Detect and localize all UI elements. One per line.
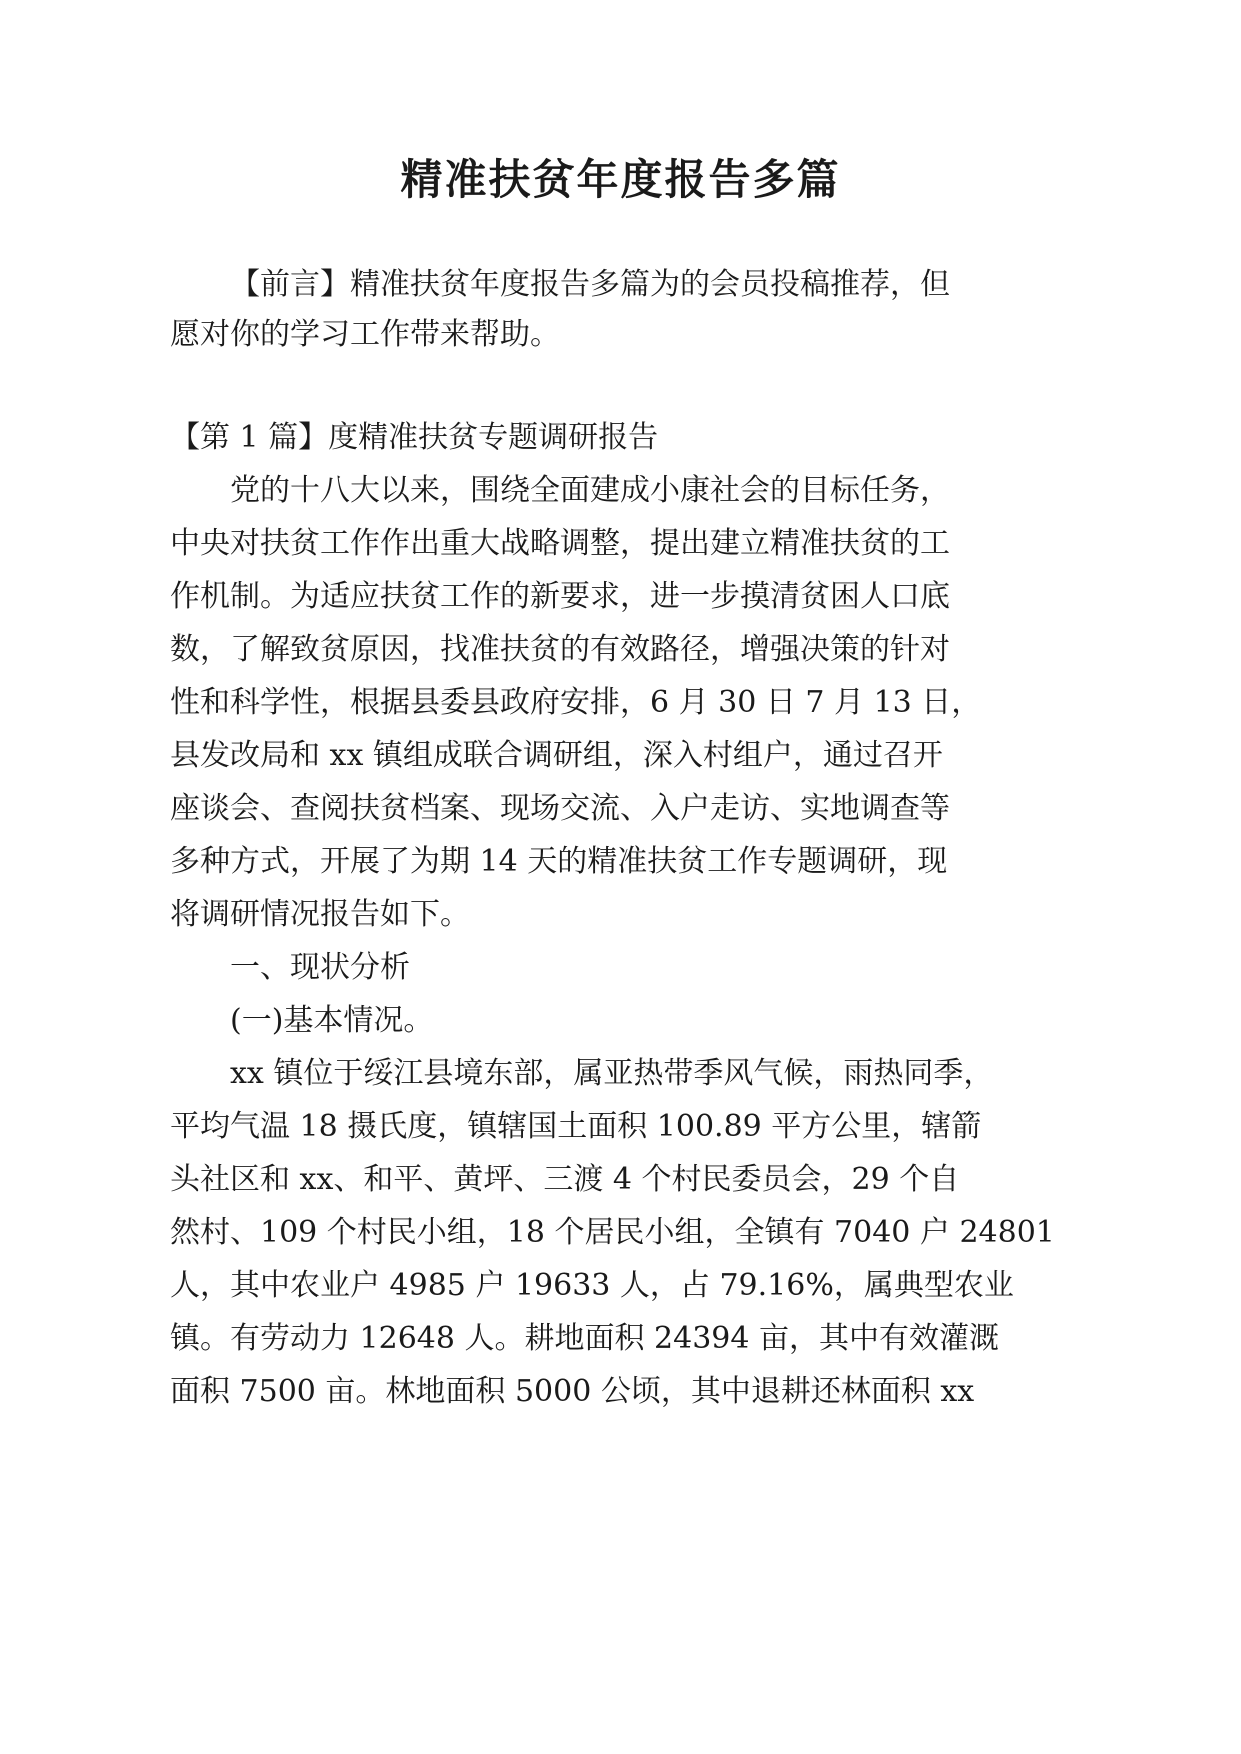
subheading: 一、现状分析 xyxy=(230,950,410,985)
paragraph-line: xx 镇位于绥江县境东部，属亚热带季风气候，雨热同季， xyxy=(230,1056,994,1091)
paragraph-line: 县发改局和 xx 镇组成联合调研组，深入村组户，通过召开 xyxy=(170,738,943,773)
preface-line: 【前言】精准扶贫年度报告多篇为的会员投稿推荐，但 xyxy=(230,267,950,302)
paragraph-line: 将调研情况报告如下。 xyxy=(170,897,470,932)
paragraph-line: 人，其中农业户 4985 户 19633 人，占 79.16%，属典型农业 xyxy=(170,1268,1014,1303)
paragraph-line: 数，了解致贫原因，找准扶贫的有效路径，增强决策的针对 xyxy=(170,632,950,667)
document-title: 精准扶贫年度报告多篇 xyxy=(400,155,841,204)
paragraph-line: 平均气温 18 摄氏度，镇辖国土面积 100.89 平方公里，辖箭 xyxy=(170,1109,982,1144)
paragraph-line: 党的十八大以来，围绕全面建成小康社会的目标任务， xyxy=(230,473,950,508)
section-heading: 【第 1 篇】度精准扶贫专题调研报告 xyxy=(170,420,659,455)
paragraph-line: 中央对扶贫工作作出重大战略调整，提出建立精准扶贫的工 xyxy=(170,526,950,561)
subheading: (一)基本情况。 xyxy=(230,1003,434,1038)
paragraph-line: 然村、109 个村民小组，18 个居民小组，全镇有 7040 户 24801 xyxy=(170,1215,1055,1250)
paragraph-line: 多种方式，开展了为期 14 天的精准扶贫工作专题调研，现 xyxy=(170,844,948,879)
paragraph-line: 性和科学性，根据县委县政府安排，6 月 30 日 7 月 13 日， xyxy=(170,685,982,720)
paragraph-line: 作机制。为适应扶贫工作的新要求，进一步摸清贫困人口底 xyxy=(170,579,950,614)
paragraph-line: 头社区和 xx、和平、黄坪、三渡 4 个村民委员会，29 个自 xyxy=(170,1162,960,1197)
paragraph-line: 座谈会、查阅扶贫档案、现场交流、入户走访、实地调查等 xyxy=(170,791,950,826)
preface-line: 愿对你的学习工作带来帮助。 xyxy=(170,317,560,352)
paragraph-line: 镇。有劳动力 12648 人。耕地面积 24394 亩，其中有效灌溉 xyxy=(170,1321,1000,1356)
paragraph-line: 面积 7500 亩。林地面积 5000 公顷，其中退耕还林面积 xx xyxy=(170,1374,975,1409)
